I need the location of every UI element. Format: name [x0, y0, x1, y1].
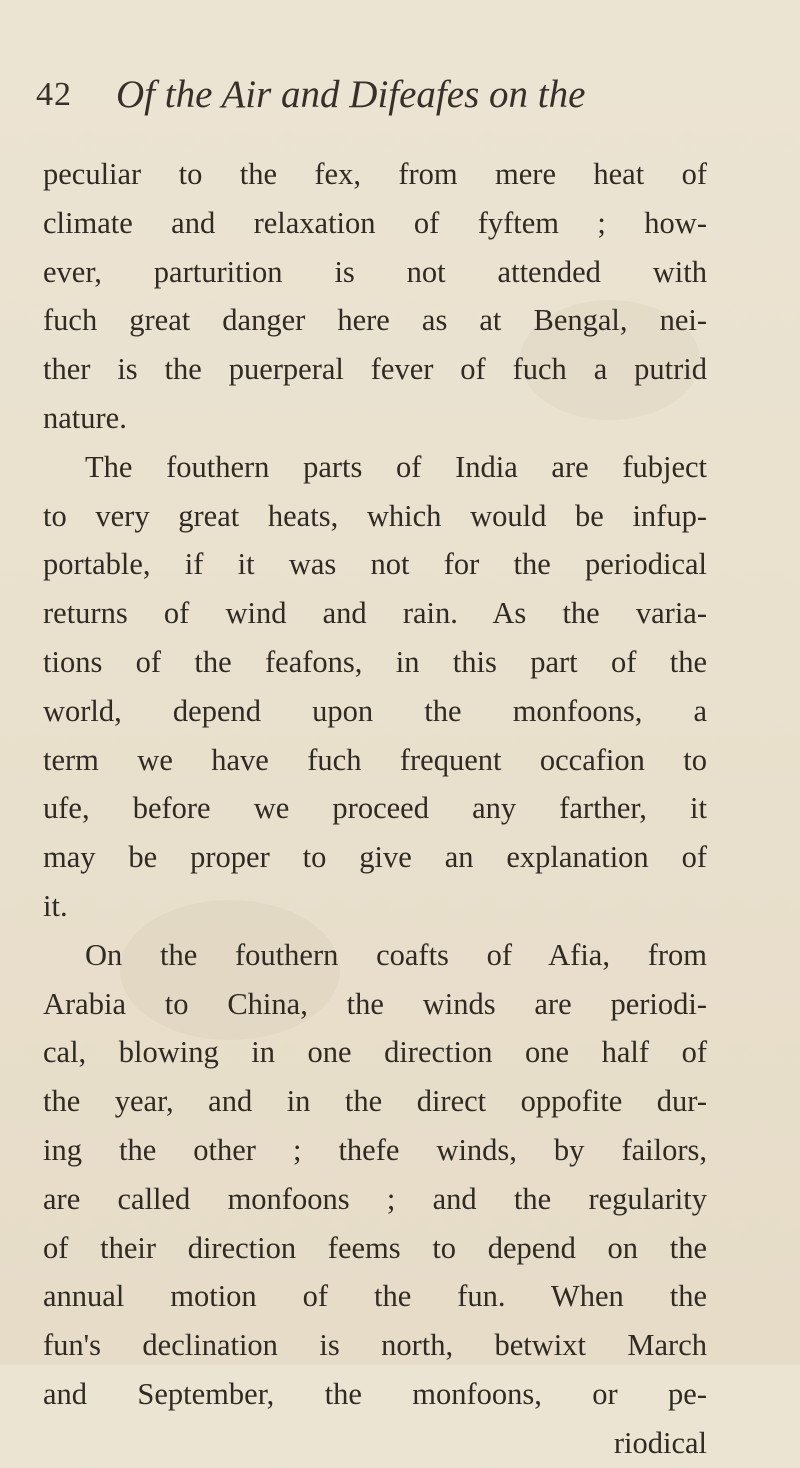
running-title: Of the Air and Difeafes on the: [116, 73, 586, 116]
text-line: tions of the feafons, in this part of the: [43, 644, 707, 679]
text-line: and September, the monfoons, or pe-: [43, 1376, 707, 1411]
text-line: ever, parturition is not attended with: [43, 254, 707, 289]
text-line: ther is the puerperal fever of fuch a putrid: [43, 352, 707, 387]
text-line: the year, and in the direct oppofite dur-: [43, 1084, 707, 1119]
page-number: 42: [36, 76, 72, 113]
text-line: portable, if it was not for the periodical: [43, 547, 707, 582]
body-text: [43, 150, 707, 1468]
text-line: cal, blowing in one direction one half of: [43, 1035, 707, 1070]
text-line: climate and relaxation of fyftem ; how-: [43, 205, 707, 240]
text-line: are called monfoons ; and the regularity: [43, 1181, 707, 1216]
text-line: to very great heats, which would be infup-: [43, 498, 707, 533]
text-line: returns of wind and rain. As the varia-: [43, 596, 707, 631]
text-line: ing the other ; thefe winds, by failors,: [43, 1132, 707, 1167]
text-line: fuch great danger here as at Bengal, nei-: [43, 303, 707, 338]
text-line: annual motion of the fun. When the: [43, 1279, 707, 1314]
text-line: On the fouthern coafts of Afia, from: [85, 937, 707, 972]
text-line: world, depend upon the monfoons, a: [43, 693, 707, 728]
text-line: ufe, before we proceed any farther, it: [43, 791, 707, 826]
text-line: riodical: [613, 1425, 707, 1460]
text-line: Arabia to China, the winds are periodi-: [43, 986, 707, 1021]
text-line: The fouthern parts of India are fubject: [85, 449, 707, 484]
text-line: of their direction feems to depend on the: [43, 1230, 707, 1265]
text-line: peculiar to the fex, from mere heat of: [43, 157, 707, 191]
text-line: nature.: [43, 400, 127, 435]
text-line: it.: [43, 888, 68, 923]
text-line: fun's declination is north, betwixt March: [43, 1328, 707, 1363]
text-line: term we have fuch frequent occafion to: [43, 742, 707, 777]
text-line: may be proper to give an explanation of: [43, 840, 707, 875]
